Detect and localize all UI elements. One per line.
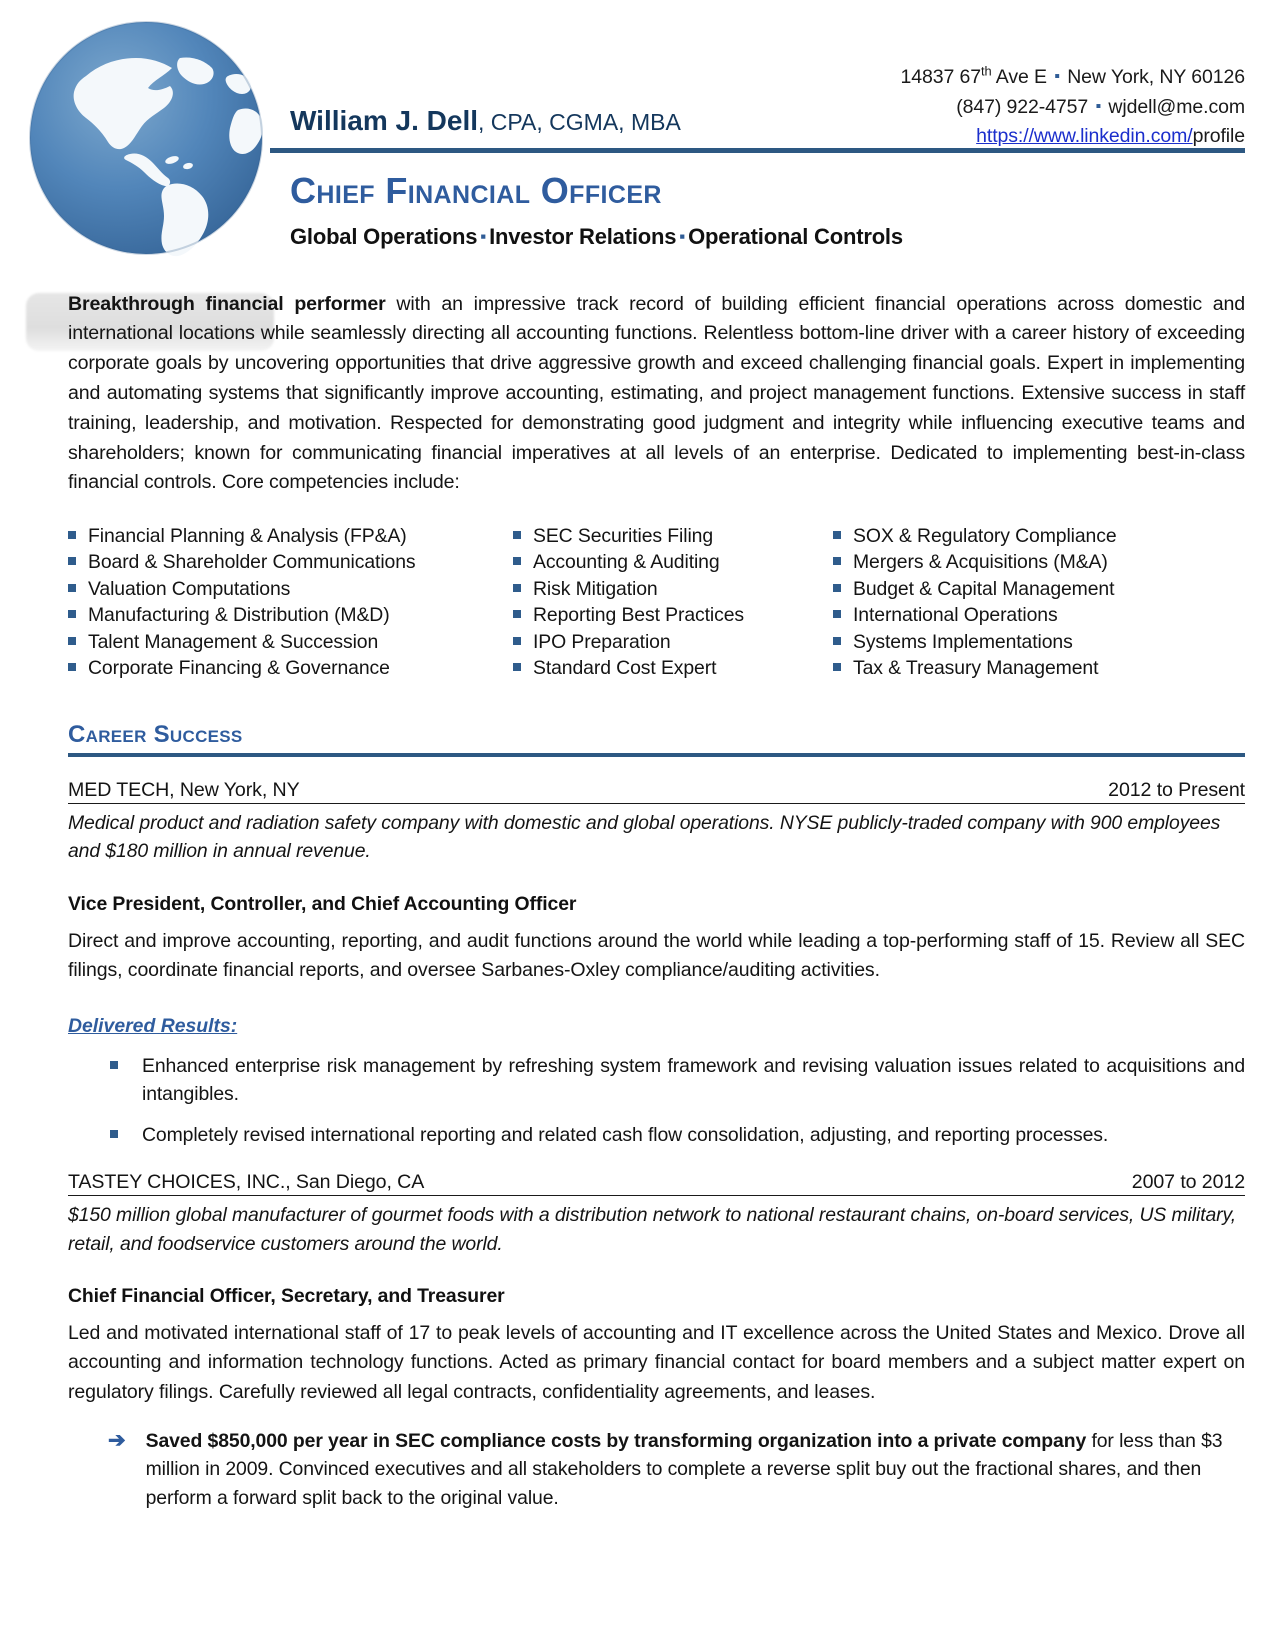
square-bullet-icon xyxy=(513,557,521,565)
job-company-row xyxy=(68,779,1245,804)
square-bullet-icon xyxy=(833,584,841,592)
summary-paragraph xyxy=(68,290,1245,498)
square-bullet-icon xyxy=(513,663,521,671)
separator-icon: ▪ xyxy=(679,227,686,246)
job-entry xyxy=(68,779,1245,1150)
competency-label: Accounting & Auditing xyxy=(533,551,720,574)
candidate-name-line xyxy=(290,105,681,137)
list-item xyxy=(513,603,833,628)
job-role-title: Chief Financial Officer, Secretary, and Treasurer xyxy=(68,1285,505,1308)
square-bullet-icon xyxy=(68,610,76,618)
list-item xyxy=(513,630,833,655)
competency-label: Reporting Best Practices xyxy=(533,604,744,627)
list-item xyxy=(833,524,1117,549)
square-bullet-icon xyxy=(833,557,841,565)
job-dates: 2012 to Present xyxy=(1108,778,1245,801)
competency-label: Budget & Capital Management xyxy=(853,577,1115,600)
resume-header xyxy=(0,0,1275,270)
linkedin-link[interactable]: https://www.linkedin.com/ xyxy=(976,125,1193,148)
delivered-results-label: Delivered Results: xyxy=(68,1015,238,1038)
square-bullet-icon xyxy=(68,637,76,645)
square-bullet-icon xyxy=(68,584,76,592)
list-item xyxy=(833,630,1117,655)
competency-label: SOX & Regulatory Compliance xyxy=(853,525,1117,548)
linkedin-tail: profile xyxy=(1192,125,1245,148)
competency-column-3 xyxy=(833,524,1117,683)
result-text: Enhanced enterprise risk management by refreshing system framework and revising valuation issues related to acquisitions and intangibles. xyxy=(142,1055,1245,1106)
contact-phone-email-line xyxy=(900,93,1245,123)
list-item xyxy=(833,656,1117,681)
list-item xyxy=(68,524,513,549)
job-entry xyxy=(68,1171,1245,1512)
competency-label: Systems Implementations xyxy=(853,630,1073,653)
achievements-list xyxy=(68,1427,1245,1512)
street-address-pre: 14837 67 xyxy=(900,66,982,88)
list-item xyxy=(513,550,833,575)
job-company-blurb: $150 million global manufacturer of gourmet foods with a distribution network to national restaurant chains, on-board services, US military, retail, and foodservice customers around the world. xyxy=(68,1204,1236,1255)
summary-section xyxy=(68,290,1245,498)
list-item xyxy=(68,577,513,602)
list-item xyxy=(68,1427,1245,1512)
separator-icon: ▪ xyxy=(480,227,487,246)
square-bullet-icon xyxy=(68,531,76,539)
candidate-credentials: , CPA, CGMA, MBA xyxy=(478,109,681,135)
specialty-1: Global Operations xyxy=(290,224,478,249)
competency-label: Mergers & Acquisitions (M&A) xyxy=(853,551,1108,574)
list-item xyxy=(68,656,513,681)
summary-lead: Breakthrough financial performer xyxy=(68,292,386,315)
globe-icon xyxy=(22,14,270,262)
square-bullet-icon xyxy=(68,663,76,671)
competency-label: Valuation Computations xyxy=(88,577,291,600)
square-bullet-icon xyxy=(513,637,521,645)
arrow-right-icon: ➔ xyxy=(108,1428,126,1452)
page-title: Chief Financial Officer xyxy=(290,170,662,211)
street-address-post: Ave E xyxy=(991,66,1047,88)
list-item xyxy=(68,630,513,655)
list-item xyxy=(513,524,833,549)
phone-number[interactable]: (847) 922-4757 xyxy=(956,95,1089,118)
competency-label: Tax & Treasury Management xyxy=(853,657,1099,680)
achievement-highlight: Saved $850,000 per year in SEC compliance costs by transforming organization into a private company xyxy=(145,1429,1087,1452)
job-company-row xyxy=(68,1171,1245,1196)
list-item xyxy=(513,656,833,681)
list-item xyxy=(833,603,1117,628)
square-bullet-icon xyxy=(833,637,841,645)
job-company-blurb: Medical product and radiation safety company with domestic and global operations. NYSE publicly-traded company with 900 employees and $180 million in annual revenue. xyxy=(68,811,1221,863)
core-competencies xyxy=(68,524,1245,683)
list-item xyxy=(68,603,513,628)
email-address[interactable]: wjdell@me.com xyxy=(1108,95,1245,118)
competency-label: Talent Management & Succession xyxy=(88,630,379,653)
job-description: Led and motivated international staff of 17 to peak levels of accounting and IT excellence across the United States and Mexico. Drove all accounting and information technology functions. Acted as primary financial contact for board members and a subject matter expert on regulatory filings. Carefully reviewed all legal contracts, confidentiality agreements, and leases. xyxy=(68,1322,1245,1403)
competency-label: Board & Shareholder Communications xyxy=(88,551,416,574)
contact-address-line xyxy=(900,63,1245,93)
square-bullet-icon xyxy=(833,663,841,671)
result-text: Completely revised international reporting and related cash flow consolidation, adjusting, and reporting processes. xyxy=(142,1123,1109,1146)
list-item xyxy=(68,1052,1245,1109)
square-bullet-icon xyxy=(513,610,521,618)
list-item xyxy=(68,550,513,575)
list-item xyxy=(68,1121,1245,1149)
job-company: MED TECH, New York, NY xyxy=(68,778,300,801)
competency-column-2 xyxy=(513,524,833,683)
specialty-3: Operational Controls xyxy=(688,224,903,249)
square-bullet-icon xyxy=(110,1061,118,1069)
list-item xyxy=(513,577,833,602)
job-description: Direct and improve accounting, reporting, and audit functions around the world while leading a top-performing staff of 15. Review all SEC filings, coordinate financial reports, and oversee Sarbanes-Oxley compliance/auditing activities. xyxy=(68,929,1245,981)
square-bullet-icon xyxy=(68,557,76,565)
candidate-name: William J. Dell xyxy=(290,105,479,136)
competency-label: Manufacturing & Distribution (M&D) xyxy=(88,604,390,627)
separator-icon: ▪ xyxy=(1054,68,1060,85)
competency-label: Corporate Financing & Governance xyxy=(88,657,390,680)
square-bullet-icon xyxy=(513,531,521,539)
delivered-results-list xyxy=(68,1052,1245,1149)
square-bullet-icon xyxy=(513,584,521,592)
competency-label: Financial Planning & Analysis (FP&A) xyxy=(88,525,407,548)
city-state-zip: New York, NY 60126 xyxy=(1067,66,1245,88)
competency-label: IPO Preparation xyxy=(533,630,671,653)
specialty-2: Investor Relations xyxy=(489,224,677,249)
career-success-section xyxy=(68,721,1245,1512)
contact-info xyxy=(900,63,1245,152)
achievement-text xyxy=(146,1427,1245,1512)
competency-label: International Operations xyxy=(853,604,1058,627)
competency-column-1 xyxy=(68,524,513,683)
summary-body: with an impressive track record of building efficient financial operations across domestic and international locations while seamlessly directing all accounting functions. Relentless bottom-line driver with a career history of exceeding corporate goals by uncovering opportunities that drive aggressive growth and exceed challenging financial goals. Expert in implementing and automating systems that significantly improve accounting, estimating, and project management functions. Extensive success in staff training, leadership, and motivation. Respected for demonstrating good judgment and integrity while influencing executive teams and shareholders; known for communicating financial imperatives at all levels of an enterprise. Dedicated to implementing best-in-class financial controls. Core competencies include: xyxy=(68,292,1245,494)
competency-label: SEC Securities Filing xyxy=(533,525,714,548)
header-right-block xyxy=(270,0,1245,270)
square-bullet-icon xyxy=(833,610,841,618)
job-dates: 2007 to 2012 xyxy=(1131,1171,1245,1194)
square-bullet-icon xyxy=(833,531,841,539)
section-divider xyxy=(68,753,1245,757)
street-ordinal-suffix: th xyxy=(981,63,992,79)
job-role-title: Vice President, Controller, and Chief Accounting Officer xyxy=(68,892,577,915)
section-heading: Career Success xyxy=(68,720,243,748)
competency-label: Risk Mitigation xyxy=(533,577,658,600)
header-divider xyxy=(270,148,1245,153)
square-bullet-icon xyxy=(110,1130,118,1138)
separator-icon: ▪ xyxy=(1095,97,1102,115)
competency-label: Standard Cost Expert xyxy=(533,657,717,680)
job-company: TASTEY CHOICES, INC., San Diego, CA xyxy=(68,1171,425,1194)
list-item xyxy=(833,550,1117,575)
list-item xyxy=(833,577,1117,602)
title-specialties xyxy=(290,224,903,250)
achievement-rest: for less than $3 million in 2009. Convinced executives and all stakeholders to complete a reverse split buy out the fractional shares, and then perform a forward split back to the original value. xyxy=(145,1429,1223,1509)
